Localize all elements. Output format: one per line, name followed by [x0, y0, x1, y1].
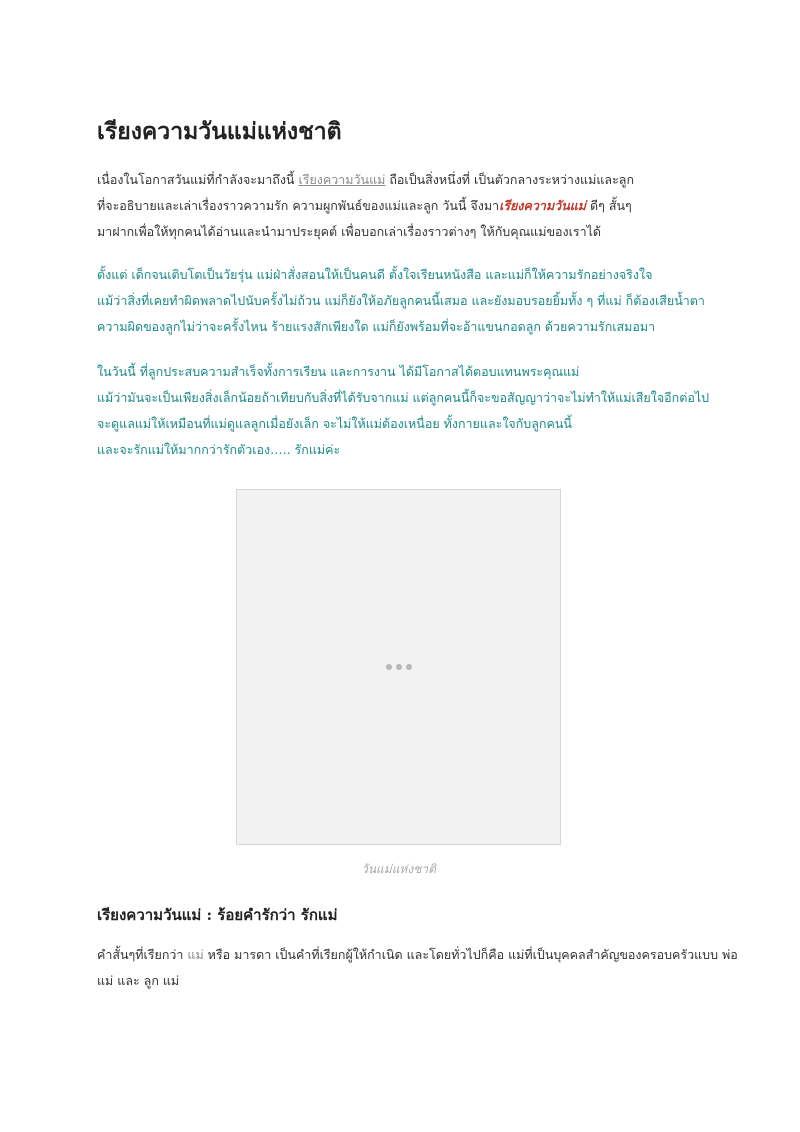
section-heading: เรียงความวันแม่ : ร้อยคำรักว่า รักแม่ [97, 906, 338, 924]
paragraph-line: แม่ และ ลูก แม่ [97, 973, 180, 988]
intro-line-3: มาฝากเพื่อให้ทุกคนได้อ่านและนำมาประยุคต์ เพื่อบอกเล่าเรื่องราวต่างๆ ให้กับคุณแม่ของเราได้ [97, 224, 602, 239]
intro-line-1: เนื่องในโอกาสวันแม่ที่กำลังจะมาถึงนี้ เรียงความวันแม่ ถือเป็นสิ่งหนึ่งที่ เป็นตัวกลางระหว่างแม่และลูก [97, 172, 635, 187]
page-title: เรียงความวันแม่แห่งชาติ [97, 118, 342, 145]
paragraph-line: แม้ว่ามันจะเป็นเพียงสิ่งเล็กน้อยถ้าเทียบกับสิ่งที่ได้รับจากแม่ แต่ลูกคนนี้ก็จะขอสัญญาว่าจะไม่ทำให้แม่เสียใจอีกต่อไป [97, 390, 710, 405]
paragraph-3 [97, 359, 709, 463]
paragraph-line: แม้ว่าสิ่งที่เคยทำผิดพลาดไปนับครั้งไม่ถ้วน แม่ก็ยังให้อภัยลูกคนนี้เสมอ และยังมอบรอยยิ้มทั้ง ๆ ที่แม่ ก็ต้องเสียน้ำตา [97, 293, 705, 308]
paragraph-4 [97, 942, 738, 994]
paragraph-line: ตั้งแต่ เด็กจนเติบโตเป็นวัยรุ่น แม่ฝ่าสั่งสอนให้เป็นคนดี ตั้งใจเรียนหนังสือ และแม่ก็ให้ความรักอย่างจริงใจ [97, 267, 653, 282]
paragraph-line: ความผิดของลูกไม่ว่าจะครั้งไหน ร้ายแรงสักเพียงใด แม่ก็ยังพร้อมที่จะอ้าแขนกอดลูก ด้วยความรักเสมอมา [97, 319, 656, 334]
intro-paragraph [97, 167, 634, 245]
paragraph-line: ในวันนี้ ที่ลูกประสบความสำเร็จทั้งการเรียน และการงาน ได้มีโอกาสได้ตอบแทนพระคุณแม่ [97, 364, 580, 379]
intro-line-2: ที่จะอธิบายและเล่าเรื่องราวความรัก ความผูกพันธ์ของแม่และลูก วันนี้ จึงมาเรียงความวันแม่ ดีๆ สั้นๆ [97, 198, 632, 213]
paragraph-line: และจะรักแม่ให้มากกว่ารักตัวเอง….. รักแม่ค่ะ [97, 442, 341, 457]
image-caption: วันแม่แห่งชาติ [361, 862, 436, 876]
article-link[interactable]: เรียงความวันแม่ [298, 172, 386, 187]
image-placeholder[interactable] [236, 489, 561, 845]
paragraph-line: จะดูแลแม่ให้เหมือนที่แม่ดูแลลูกเมื่อยังเล็ก จะไม่ให้แม่ต้องเหนื่อย ทั้งกายและใจกับลูกคนนี้ [97, 416, 572, 431]
paragraph-2 [97, 262, 705, 340]
loading-dots-icon [386, 664, 412, 670]
highlighted-word: แม่ [187, 947, 204, 962]
paragraph-line: คำสั้นๆที่เรียกว่า แม่ หรือ มารดา เป็นคำที่เรียกผู้ให้กำเนิด และโดยทั่วไปก็คือ แม่ที่เป็นบุคคลสำคัญของครอบครัวแบบ พ่อ [97, 947, 738, 962]
emphasis-text: เรียงความวันแม่ [499, 198, 587, 213]
